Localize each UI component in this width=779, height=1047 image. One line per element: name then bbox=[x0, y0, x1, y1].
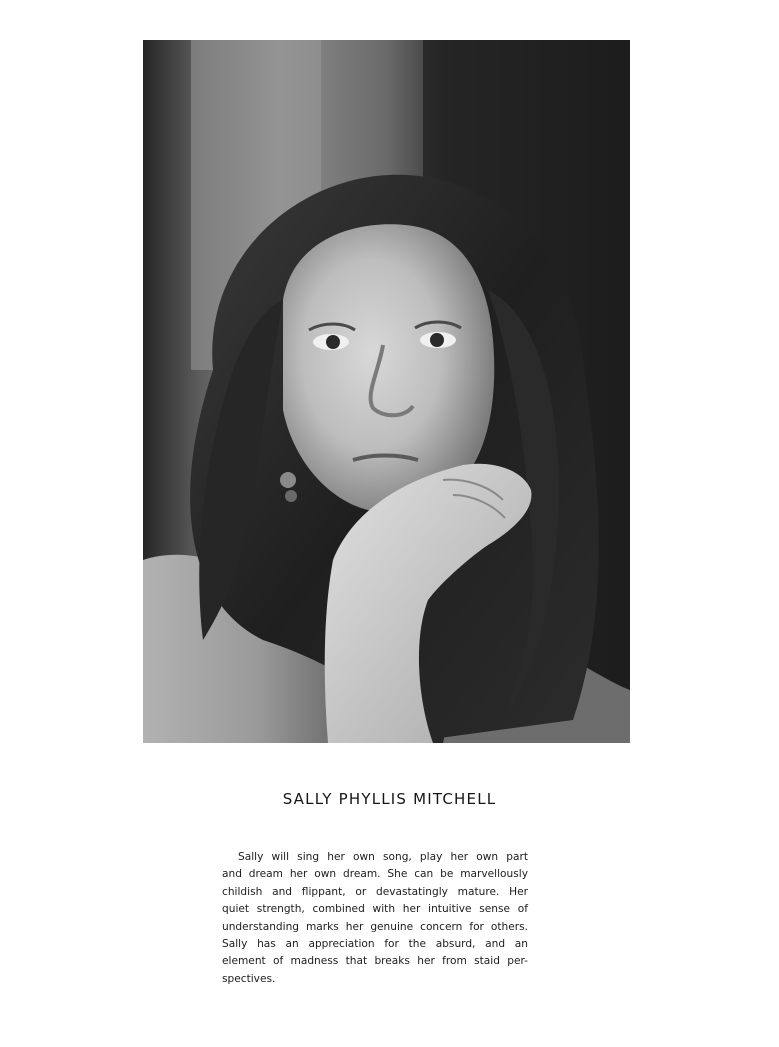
bio-line: element of madness that breaks her from staid per- bbox=[222, 955, 528, 968]
bio-line: and dream her own dream. She can be marvellously bbox=[222, 868, 528, 881]
bio-line: childish and flippant, or devastatingly mature. Her bbox=[222, 885, 528, 898]
student-name: SALLY PHYLLIS MITCHELL bbox=[282, 790, 497, 808]
bio-line: quiet strength, combined with her intuitive sense of bbox=[222, 903, 528, 916]
bio-line: spectives. bbox=[222, 972, 276, 985]
bio-line: understanding marks her genuine concern for others. bbox=[222, 920, 528, 933]
bio-line: Sally has an appreciation for the absurd, and an bbox=[222, 938, 528, 951]
student-bio bbox=[222, 849, 528, 988]
portrait-image bbox=[143, 40, 630, 743]
portrait-photo bbox=[143, 40, 630, 743]
bio-line: Sally will sing her own song, play her own part bbox=[238, 851, 528, 863]
